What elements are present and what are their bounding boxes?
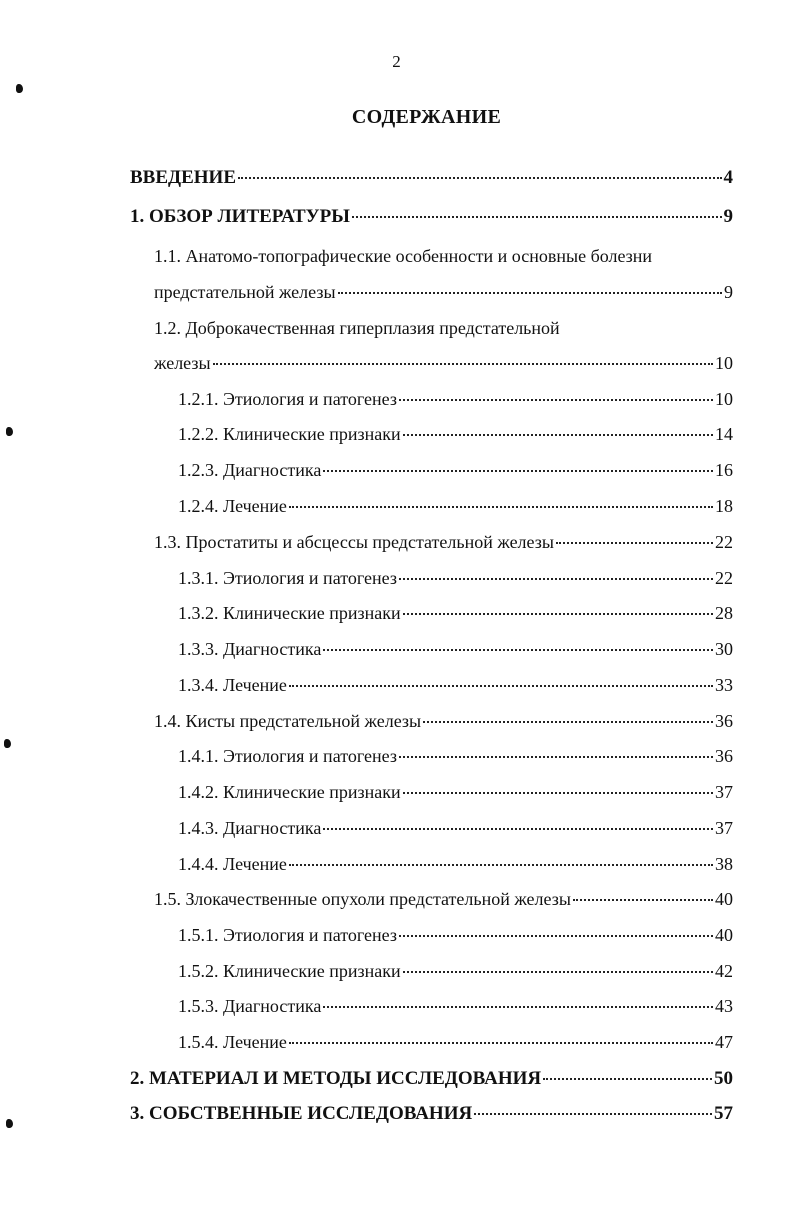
toc-entry-1-2-1[interactable] <box>178 389 733 410</box>
toc-entry-1-4-4[interactable] <box>178 854 733 875</box>
toc-entry-1-4-3[interactable] <box>178 818 733 839</box>
dot-leader <box>323 649 713 651</box>
toc-entry-1-4-1[interactable] <box>178 746 733 767</box>
toc-entry-label: 1.3.1. Этиология и патогенез <box>178 568 397 588</box>
toc-entry-label: 1.5.4. Лечение <box>178 1032 287 1052</box>
page-number: 2 <box>392 52 401 71</box>
toc-entry-1-2-2[interactable] <box>178 424 733 445</box>
toc-entry-page: 33 <box>715 675 733 695</box>
toc-entry-1-2-4[interactable] <box>178 496 733 517</box>
toc-entry-1-3[interactable] <box>154 532 733 553</box>
dot-leader <box>289 506 713 508</box>
toc-entry-label: железы <box>154 353 211 373</box>
toc-entry-label: ВВЕДЕНИЕ <box>130 167 236 188</box>
toc-entry-page: 42 <box>715 961 733 981</box>
toc-entry-label: 1.5.1. Этиология и патогенез <box>178 925 397 945</box>
toc-entry-page: 57 <box>714 1103 733 1124</box>
toc-entry-1-3-4[interactable] <box>178 675 733 696</box>
dot-leader <box>323 470 713 472</box>
dot-leader <box>423 721 713 723</box>
dot-leader <box>238 177 722 179</box>
dot-leader <box>352 216 722 218</box>
toc-entry-1-2-first-line[interactable]: 1.2. Доброкачественная гиперплазия предстательной <box>154 318 560 338</box>
toc-entry-1-2-3[interactable] <box>178 460 733 481</box>
toc-entry-page: 9 <box>723 206 733 227</box>
toc-entry-label: 1.3.4. Лечение <box>178 675 287 695</box>
scan-mark <box>6 427 13 436</box>
toc-entry-label: 1.2.1. Этиология и патогенез <box>178 389 397 409</box>
toc-entry-1-5-1[interactable] <box>178 925 733 946</box>
toc-entry-page: 18 <box>715 496 733 516</box>
toc-entry-page: 14 <box>715 424 733 444</box>
dot-leader <box>403 613 713 615</box>
dot-leader <box>213 363 713 365</box>
toc-entry-1-5-2[interactable] <box>178 961 733 982</box>
toc-entry-page: 22 <box>715 568 733 588</box>
dot-leader <box>403 971 713 973</box>
scan-mark <box>4 739 11 748</box>
toc-entry-page: 40 <box>715 925 733 945</box>
dot-leader <box>289 1042 713 1044</box>
dot-leader <box>323 828 713 830</box>
toc-entry-section-1[interactable] <box>130 206 733 228</box>
toc-entry-page: 47 <box>715 1032 733 1052</box>
toc-entry-page: 22 <box>715 532 733 552</box>
dot-leader <box>556 542 713 544</box>
toc-entry-page: 37 <box>715 782 733 802</box>
toc-entry-page: 36 <box>715 746 733 766</box>
toc-entry-introduction[interactable] <box>130 167 733 189</box>
toc-entry-label: 1.3. Простатиты и абсцессы предстательной железы <box>154 532 554 552</box>
dot-leader <box>403 792 713 794</box>
toc-entry-page: 40 <box>715 889 733 909</box>
toc-entry-page: 28 <box>715 603 733 623</box>
toc-entry-label: 1.3.2. Клинические признаки <box>178 603 401 623</box>
toc-entry-page: 37 <box>715 818 733 838</box>
dot-leader <box>338 292 722 294</box>
toc-entry-label: 1.5.2. Клинические признаки <box>178 961 401 981</box>
toc-entry-page: 30 <box>715 639 733 659</box>
toc-entry-label: 3. СОБСТВЕННЫЕ ИССЛЕДОВАНИЯ <box>130 1103 473 1124</box>
toc-entry-label: 1.2.4. Лечение <box>178 496 287 516</box>
toc-entry-label: предстательной железы <box>154 282 336 302</box>
toc-entry-page: 9 <box>724 282 733 302</box>
toc-entry-label: 1.2.2. Клинические признаки <box>178 424 401 444</box>
toc-entry-1-5[interactable] <box>154 889 733 910</box>
toc-entry-1-3-2[interactable] <box>178 603 733 624</box>
toc-entry-1-5-3[interactable] <box>178 996 733 1017</box>
toc-entry-page: 10 <box>715 389 733 409</box>
scan-mark <box>16 84 23 93</box>
toc-entry-label: 1.4. Кисты предстательной железы <box>154 711 422 731</box>
toc-entry-1-1-first-line[interactable]: 1.1. Анатомо-топографические особенности и основные болезни <box>154 246 653 266</box>
page-title: СОДЕРЖАНИЕ <box>351 106 502 128</box>
dot-leader <box>399 578 713 580</box>
toc-entry-1-5-4[interactable] <box>178 1032 733 1053</box>
dot-leader <box>323 1006 713 1008</box>
toc-entry-1-2[interactable] <box>154 353 733 374</box>
dot-leader <box>399 935 713 937</box>
toc-entry-label: 1.4.2. Клинические признаки <box>178 782 401 802</box>
toc-entry-1-3-3[interactable] <box>178 639 733 660</box>
toc-entry-page: 50 <box>714 1068 733 1089</box>
toc-entry-label: 1.3.3. Диагностика <box>178 639 322 659</box>
dot-leader <box>399 399 713 401</box>
toc-entry-1-4[interactable] <box>154 711 733 732</box>
toc-entry-section-3[interactable] <box>130 1103 733 1125</box>
dot-leader <box>403 434 713 436</box>
toc-entry-label: 1.2.3. Диагностика <box>178 460 322 480</box>
dot-leader <box>289 685 713 687</box>
toc-entry-page: 36 <box>715 711 733 731</box>
toc-entry-1-1[interactable] <box>154 282 733 303</box>
dot-leader <box>573 899 713 901</box>
dot-leader <box>399 756 713 758</box>
dot-leader <box>289 864 713 866</box>
scan-mark <box>6 1119 13 1128</box>
dot-leader <box>474 1113 712 1115</box>
toc-entry-label: 1. ОБЗОР ЛИТЕРАТУРЫ <box>130 206 350 227</box>
toc-entry-label: 1.5. Злокачественные опухоли предстательной железы <box>154 889 571 909</box>
toc-entry-label: 1.5.3. Диагностика <box>178 996 322 1016</box>
toc-entry-1-3-1[interactable] <box>178 568 733 589</box>
toc-entry-page: 4 <box>723 167 733 188</box>
toc-entry-1-4-2[interactable] <box>178 782 733 803</box>
dot-leader <box>543 1078 712 1080</box>
toc-entry-label: 1.4.4. Лечение <box>178 854 287 874</box>
toc-entry-page: 16 <box>715 460 733 480</box>
toc-entry-label: 1.4.3. Диагностика <box>178 818 322 838</box>
toc-entry-page: 38 <box>715 854 733 874</box>
toc-entry-label: 2. МАТЕРИАЛ И МЕТОДЫ ИССЛЕДОВАНИЯ <box>130 1068 542 1089</box>
toc-entry-page: 10 <box>715 353 733 373</box>
toc-entry-label: 1.4.1. Этиология и патогенез <box>178 746 397 766</box>
toc-entry-page: 43 <box>715 996 733 1016</box>
toc-entry-section-2[interactable] <box>130 1068 733 1090</box>
